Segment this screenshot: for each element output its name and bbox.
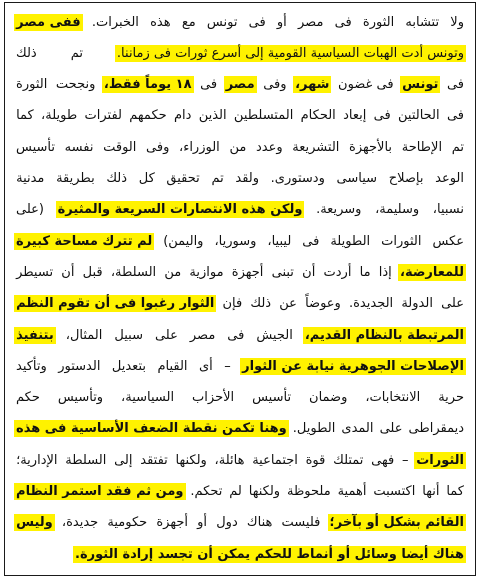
text-line bbox=[14, 416, 466, 442]
text-word: وعوضاً bbox=[305, 296, 341, 312]
text-word: على bbox=[154, 327, 178, 343]
text-word: ملحوظة bbox=[286, 484, 331, 499]
text-word: وسوريا، bbox=[214, 233, 257, 249]
text-word: فى bbox=[373, 108, 391, 124]
text-word: تسيطر bbox=[16, 264, 54, 280]
text-word: تفتقد bbox=[140, 452, 168, 468]
text-word: فهى bbox=[371, 452, 395, 468]
text-word: من bbox=[164, 264, 182, 280]
text-word: عن bbox=[279, 296, 297, 312]
highlighted-phrase: هناك أيضا وسائل أو أنماط للحكم يمكن أن تجسد إرادة الثورة. bbox=[75, 546, 464, 562]
text-word: سياسى bbox=[336, 171, 378, 186]
highlighted-phrase: للمعارضة، bbox=[400, 264, 464, 280]
text-word: حكم bbox=[16, 390, 40, 406]
text-word: تحكم. bbox=[190, 484, 223, 499]
text-word: دام bbox=[173, 108, 192, 124]
text-word: أن bbox=[302, 264, 316, 280]
text-word: الثورة bbox=[362, 14, 395, 30]
text-word: هائلة، bbox=[214, 452, 245, 468]
text-line bbox=[14, 385, 466, 411]
text-word: إلى bbox=[114, 452, 133, 468]
text-word: الحكام bbox=[300, 108, 336, 124]
text-word: القيام bbox=[157, 358, 188, 374]
text-word: الجديدة. bbox=[348, 296, 394, 312]
text-word: جديدة، bbox=[61, 515, 99, 531]
text-word: عكس bbox=[432, 233, 464, 249]
text-word: حكمهم bbox=[129, 108, 167, 124]
text-word: مع bbox=[181, 14, 196, 30]
text-word: واليمن) bbox=[163, 233, 204, 249]
text-word: مصر bbox=[189, 327, 216, 343]
text-word: كما bbox=[16, 108, 34, 124]
text-word: على bbox=[441, 296, 464, 312]
text-word: موازية bbox=[189, 264, 224, 280]
text-line bbox=[14, 40, 466, 66]
text-word: السلطة، bbox=[110, 264, 157, 280]
text-word: فى bbox=[446, 77, 464, 93]
highlighted-phrase: الإصلاحات الجوهرية نيابة عن الثوار bbox=[242, 358, 464, 374]
text-word: وتأسيس bbox=[57, 390, 104, 406]
text-word: نفسه bbox=[64, 139, 94, 155]
text-word: – bbox=[401, 452, 409, 468]
text-line bbox=[14, 103, 466, 129]
text-line bbox=[14, 291, 466, 317]
text-word: فى bbox=[227, 327, 245, 343]
highlighted-phrase: لم تترك مساحة كبيرة bbox=[16, 233, 153, 249]
highlighted-phrase: ١٨ يوماً فقط، bbox=[103, 77, 192, 93]
highlighted-phrase: وليس bbox=[16, 515, 53, 531]
highlighted-phrase: شهر، bbox=[295, 77, 330, 93]
highlighted-phrase: وتونس أدت الهبات السياسية القومية إلى أسرع ثورات فى زماننا. bbox=[116, 45, 464, 61]
text-word: تحقيق bbox=[166, 171, 200, 186]
text-word: ولكنها bbox=[175, 452, 207, 468]
text-word: قوة bbox=[305, 452, 326, 468]
text-word: ونجحت bbox=[55, 77, 96, 93]
text-word: ديمقراطى bbox=[408, 421, 464, 437]
highlighted-phrase: ومن ثم فقد استمر النظام bbox=[16, 484, 184, 499]
text-word: فى غضون bbox=[338, 77, 394, 93]
text-word: الذين bbox=[198, 108, 227, 124]
highlighted-phrase: القائم بشكل أو بآخر؛ bbox=[329, 515, 464, 531]
text-word: هذه bbox=[150, 14, 171, 30]
text-word: السلطة bbox=[65, 452, 107, 468]
text-word: وسريعة. bbox=[316, 202, 362, 218]
text-line bbox=[14, 197, 466, 223]
text-line bbox=[14, 72, 466, 98]
text-word: ولكنها bbox=[248, 484, 281, 499]
text-word: وسليمة، bbox=[375, 202, 420, 218]
text-word: أهمية bbox=[337, 484, 367, 499]
text-word: بإصلاح bbox=[388, 171, 424, 186]
text-word: الوزراء، bbox=[179, 139, 220, 155]
text-line bbox=[14, 353, 466, 379]
text-word: أى bbox=[198, 358, 213, 374]
highlighted-phrase: ولكن هذه الانتصارات السريعة والمثيرة bbox=[57, 202, 303, 218]
text-word: وعدد bbox=[255, 139, 283, 155]
text-word: وفى bbox=[263, 77, 287, 93]
text-word: تونس bbox=[206, 14, 238, 30]
text-line bbox=[14, 447, 466, 473]
text-line bbox=[14, 9, 466, 35]
highlighted-phrase: بتنفيذ bbox=[16, 327, 54, 343]
text-word: الثورات bbox=[381, 233, 422, 249]
text-word: تم bbox=[211, 171, 224, 186]
text-word: أو bbox=[276, 14, 287, 30]
text-word: مصر bbox=[298, 14, 324, 30]
text-word: فى bbox=[446, 108, 464, 124]
text-word: تتشابه bbox=[405, 14, 440, 30]
text-word: (على bbox=[16, 202, 44, 218]
highlighted-phrase: مصر bbox=[225, 77, 255, 93]
text-word: ولقد bbox=[235, 171, 260, 186]
text-word: اكتسبت bbox=[373, 484, 416, 499]
highlighted-phrase: وهنا تكمن نقطة الضعف الأساسية فى هذه bbox=[16, 421, 287, 437]
text-word: حرية bbox=[438, 390, 464, 406]
text-word: الأحزاب bbox=[192, 390, 235, 406]
text-word: الثورة bbox=[16, 77, 48, 93]
text-word: المتسلطين bbox=[233, 108, 294, 124]
text-word: فى bbox=[334, 14, 352, 30]
text-word: الدستور bbox=[58, 358, 101, 374]
text-word: ودستورى. bbox=[270, 171, 325, 186]
text-word: هناك bbox=[246, 515, 273, 531]
text-line bbox=[14, 479, 466, 505]
text-line bbox=[14, 134, 466, 160]
highlighted-phrase: الثوار رغبوا فى أن تقوم النظم bbox=[16, 296, 215, 312]
text-word: فى bbox=[302, 233, 320, 249]
text-word: الانتخابات، bbox=[365, 390, 421, 406]
text-word: ولا bbox=[450, 14, 464, 30]
text-word: ما bbox=[359, 264, 371, 280]
text-word: الطويلة bbox=[330, 233, 371, 249]
text-word: اجتماعية bbox=[252, 452, 298, 468]
text-word: تأسيس bbox=[16, 139, 56, 155]
text-word: أجهزة bbox=[231, 264, 264, 280]
text-word: بتعديل bbox=[111, 358, 146, 374]
text-word: بطريقة bbox=[56, 171, 95, 186]
text-word: الطويل. bbox=[292, 421, 336, 437]
text-word: وفى bbox=[146, 139, 170, 155]
text-word: تبنى bbox=[271, 264, 294, 280]
text-word: أردت bbox=[323, 264, 352, 280]
text-word: كل bbox=[138, 171, 155, 186]
text-word: المدى bbox=[341, 421, 374, 437]
text-word: كما bbox=[446, 484, 464, 499]
text-word: لم bbox=[229, 484, 242, 499]
text-word: تمتلك bbox=[333, 452, 364, 468]
text-word: بالأجهزة bbox=[349, 139, 393, 155]
text-word: إذا bbox=[378, 264, 392, 280]
text-word: الإطاحة bbox=[401, 139, 443, 155]
text-word: سبيل bbox=[114, 327, 143, 343]
text-word: أن bbox=[61, 264, 75, 280]
text-line bbox=[14, 541, 466, 567]
text-word: – bbox=[224, 358, 231, 374]
text-word: طويلة، bbox=[41, 108, 78, 124]
text-word: أو bbox=[197, 515, 208, 531]
text-word: لفترات bbox=[84, 108, 122, 124]
text-line bbox=[14, 510, 466, 536]
text-word: مدنية bbox=[16, 171, 45, 186]
text-word: تأسيس bbox=[252, 390, 292, 406]
text-word: وتأكيد bbox=[16, 358, 47, 374]
text-word: فى bbox=[200, 77, 218, 93]
text-word: التشريعة bbox=[292, 139, 340, 155]
highlighted-phrase: الثورات bbox=[416, 452, 464, 468]
text-word: ذلك bbox=[250, 296, 272, 312]
text-line bbox=[14, 259, 466, 285]
text-word: وضمان bbox=[309, 390, 348, 406]
highlighted-phrase: ففى مصر bbox=[16, 14, 81, 30]
text-word: على bbox=[379, 421, 403, 437]
text-word: أجهزة bbox=[156, 515, 188, 531]
text-word: فى bbox=[248, 14, 266, 30]
text-word: إبعاد bbox=[343, 108, 367, 124]
text-word: أنها bbox=[422, 484, 440, 499]
highlighted-phrase: المرتبطة بالنظام القديم، bbox=[304, 327, 464, 343]
highlighted-phrase: تونس bbox=[402, 77, 439, 93]
text-word: فليست bbox=[281, 515, 321, 531]
text-word: الإدارية؛ bbox=[16, 452, 58, 468]
text-word: الحالتين bbox=[398, 108, 440, 124]
text-word: من bbox=[229, 139, 247, 155]
text-word: الخبرات. bbox=[91, 14, 139, 30]
text-word: ليبيا، bbox=[267, 233, 292, 249]
text-word: حكومية bbox=[107, 515, 148, 531]
text-word: دول bbox=[216, 515, 238, 531]
text-word: فإن bbox=[222, 296, 243, 312]
text-word: الجيش bbox=[256, 327, 293, 343]
text-word: الدولة bbox=[401, 296, 433, 312]
text-line bbox=[14, 166, 466, 192]
text-word: ذلك bbox=[106, 171, 128, 186]
text-line bbox=[14, 228, 466, 254]
text-word: ذلك bbox=[16, 45, 37, 61]
text-word: قبل bbox=[82, 264, 103, 280]
text-word: تم bbox=[70, 45, 83, 61]
document-page bbox=[14, 0, 466, 575]
text-word: الوقت bbox=[103, 139, 137, 155]
text-word: نسبيا، bbox=[432, 202, 464, 218]
text-word: المثال، bbox=[65, 327, 103, 343]
text-word: السياسية، bbox=[121, 390, 175, 406]
text-word: الوعد bbox=[435, 171, 464, 186]
text-line bbox=[14, 322, 466, 348]
text-word: تم bbox=[451, 139, 464, 155]
